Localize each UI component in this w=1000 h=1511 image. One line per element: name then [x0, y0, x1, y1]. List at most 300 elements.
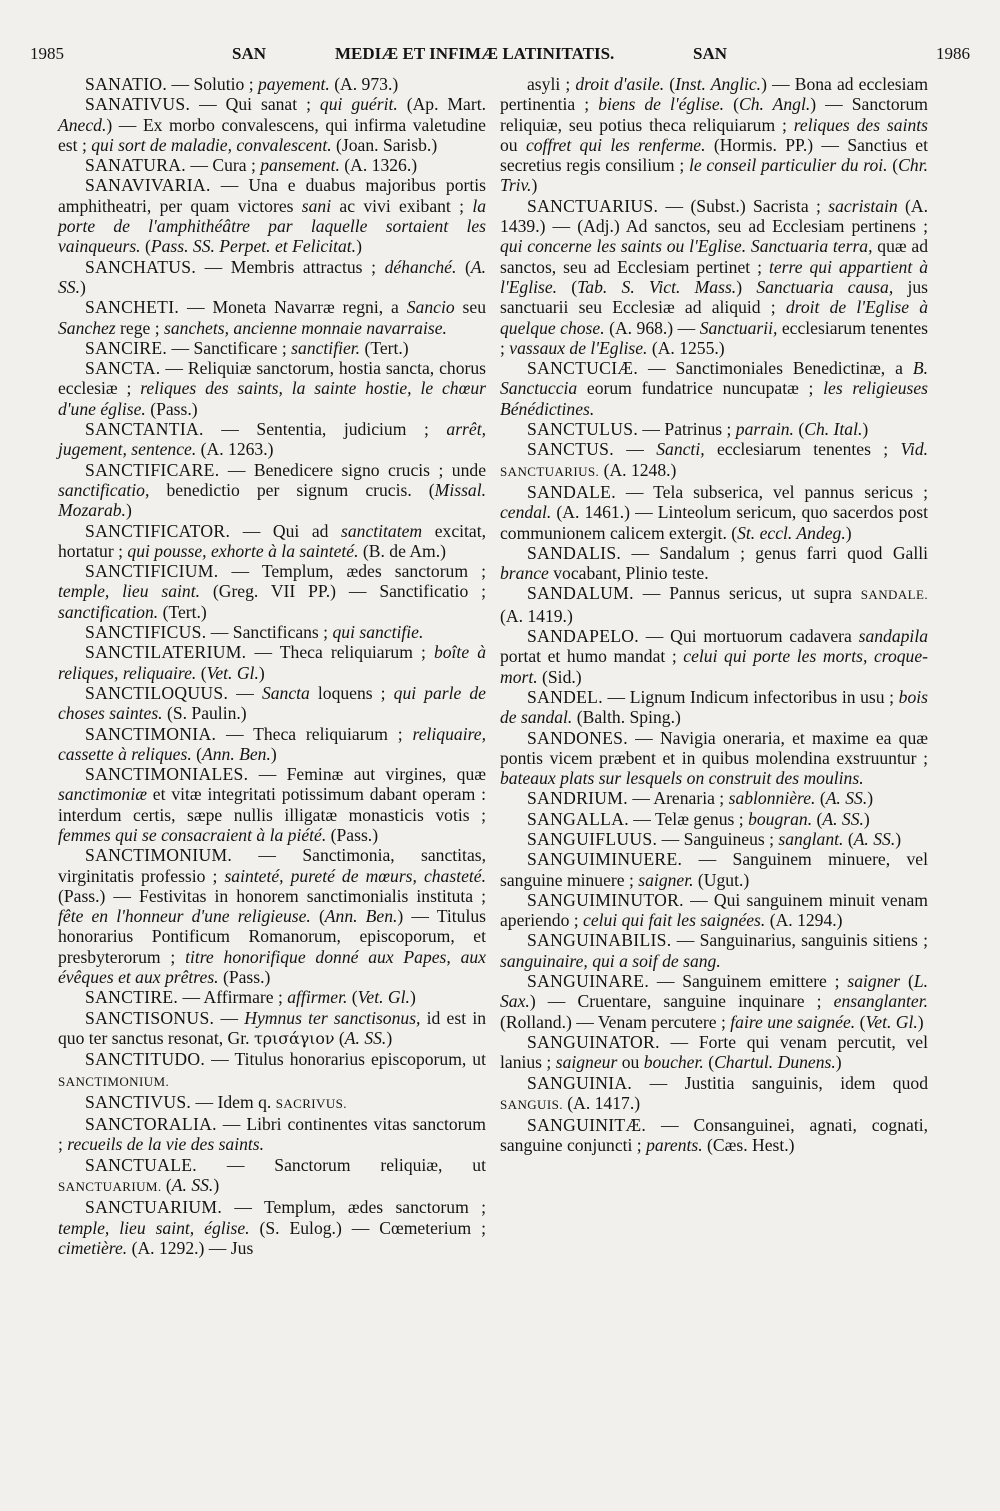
entry-text: ) — [895, 828, 902, 849]
entry-text: (Ap. Mart. — [397, 94, 487, 115]
entry-text: ) — [917, 1011, 924, 1032]
entry-text: ) — Ex morbo convalescens, qui infirma valetudine est ; — [58, 114, 486, 155]
entry-text: saigner — [847, 971, 901, 992]
entry-text: — Moneta Navarræ regni, a — [179, 297, 407, 318]
entry-text: ( — [140, 236, 151, 257]
headword: SANGUIMINUERE. — [527, 849, 683, 870]
headword: SANGUINARE. — [527, 971, 650, 992]
dictionary-entry — [500, 439, 928, 482]
entry-text: ) — [736, 276, 757, 297]
entry-text: — Telæ genus ; — [628, 808, 749, 829]
entry-text: celui qui fait les saignées. — [583, 910, 766, 931]
entry-text: (S. Paulin.) — [162, 703, 247, 724]
headword: SANCTITUDO. — [85, 1049, 206, 1070]
dictionary-entry — [500, 809, 928, 829]
entry-text: (A. 1439.) — (Adj.) Ad sanctos, seu ad Ecclesiam pertinens ; — [500, 195, 928, 237]
entry-text: qui pousse, exhorte à la sainteté. — [127, 540, 359, 561]
entry-text: Hymnus ter sanctisonus, — [244, 1007, 421, 1028]
entry-text: ) — Cruentare, sanguine inquinare ; — [529, 991, 834, 1012]
left-column — [58, 74, 486, 1258]
dictionary-entry — [500, 829, 928, 849]
dictionary-entry — [500, 419, 928, 439]
running-word-left: SAN — [232, 44, 267, 63]
entry-text: ) — [125, 500, 132, 521]
headword: SANGUINITÆ. — [527, 1115, 647, 1136]
dictionary-entry — [58, 987, 486, 1007]
entry-text: celui qui porte les morts, croque-mort. — [500, 646, 928, 687]
entry-text: A. SS. — [171, 1175, 214, 1196]
entry-text: ( — [703, 1052, 715, 1073]
entry-text: (A. 1294.) — [765, 910, 843, 931]
entry-text: — Templum, ædes sanctorum ; — [218, 561, 486, 582]
entry-text: (A. 1292.) — Jus — [127, 1237, 254, 1258]
entry-text: — Sententia, judicium ; — [203, 419, 447, 440]
headword: SANCTIFICUS. — [85, 622, 207, 643]
entry-text: SANCTUARIUS. — [500, 463, 600, 479]
entry-text: — — [214, 1007, 245, 1028]
entry-text: Sanctuarii, — [699, 317, 778, 338]
entry-text: — Templum, ædes sanctorum ; — [222, 1197, 486, 1218]
entry-text: (Tert.) — [158, 601, 207, 622]
dictionary-entry — [58, 561, 486, 622]
entry-text: Sancti, — [656, 439, 705, 460]
entry-text: loquens ; — [309, 682, 394, 703]
entry-text: qui parle de choses saintes. — [58, 682, 486, 724]
entry-text: ou — [500, 134, 526, 155]
entry-text: — Qui sanguinem minuit venam aperiendo ; — [500, 889, 928, 931]
dictionary-entry — [500, 196, 928, 358]
right-column — [500, 74, 928, 1156]
entry-text: sacristain — [828, 195, 898, 216]
entry-text: pansement. — [260, 155, 340, 176]
entry-text: bougran. — [748, 808, 813, 829]
entry-text: temple, lieu saint. — [58, 581, 201, 602]
entry-text: sandapila — [858, 626, 928, 647]
entry-text: ( — [724, 94, 739, 115]
entry-text: ) — [531, 175, 538, 196]
entry-text: vocabant, Plinio teste. — [548, 563, 709, 584]
dictionary-entry — [58, 683, 486, 724]
entry-text: (Pass.) — [145, 398, 198, 419]
dictionary-entry — [58, 642, 486, 683]
entry-text: ( — [161, 1175, 172, 1196]
entry-text: ( — [812, 808, 823, 829]
entry-text: — Sandalum ; genus farri quod Galli — [621, 542, 928, 563]
entry-text: temple, lieu saint, église. — [58, 1217, 250, 1238]
entry-text: sanglant. — [778, 828, 844, 849]
dictionary-entry — [58, 297, 486, 338]
entry-text: — Pannus sericus, ut supra — [633, 583, 861, 604]
entry-text: — Benedicere signo crucis ; unde — [219, 459, 486, 480]
entry-text: sanchets, ancienne monnaie navarraise. — [164, 317, 447, 338]
entry-text: bois de sandal. — [500, 686, 928, 728]
entry-text: ( — [887, 155, 899, 176]
dictionary-entry — [58, 521, 486, 562]
headword: SANCTUS. — [527, 439, 614, 460]
entry-text: — (Subst.) Sacrista ; — [658, 195, 829, 216]
entry-text: ( — [793, 419, 805, 440]
headword: SANCTULUS. — [527, 419, 639, 440]
entry-text: — Libri continentes vitas sanctorum ; — [58, 1114, 486, 1155]
entry-text: arrêt, jugement, sentence. — [58, 419, 486, 460]
headword: SANDALIS. — [527, 542, 622, 563]
entry-text: payement. — [257, 74, 330, 94]
headword: SANCTIFICARE. — [85, 459, 220, 480]
dictionary-entry — [58, 724, 486, 765]
dictionary-entry — [58, 74, 486, 94]
entry-text: cendal. — [500, 502, 552, 523]
entry-text: — Justitia sanguinis, idem quod — [632, 1072, 928, 1093]
entry-text: A. SS. — [344, 1027, 387, 1048]
entry-text: femmes qui se consacraient à la piété. — [58, 824, 327, 845]
headword: SANCTIMONIUM. — [85, 845, 233, 866]
entry-text: — Sanctificare ; — [167, 337, 292, 358]
entry-text: fête en l'honneur d'une religieuse. — [58, 906, 311, 927]
entry-text: Ann. Ben. — [324, 906, 398, 927]
entry-text: (A. 1263.) — [196, 439, 274, 460]
entry-text: le conseil particulier du roi. — [688, 155, 888, 176]
entry-text: — Sanguineus ; — [657, 828, 779, 849]
entry-text: (Pass.) — [326, 824, 379, 845]
entry-text: ac vivi exibant ; — [331, 195, 473, 216]
dictionary-entry — [500, 543, 928, 584]
entry-text: faire une saignée. — [730, 1011, 856, 1032]
headword: SANCTIFICATOR. — [85, 520, 231, 541]
entry-text: Vet. Gl. — [865, 1011, 918, 1032]
entry-text: — Sanguinem emittere ; — [649, 971, 848, 992]
headword: SANCTILOQUUS. — [85, 682, 229, 703]
entry-text: Sancio — [406, 297, 455, 318]
headword: SANGUIMINUTOR. — [527, 889, 684, 910]
headword: SANDONES. — [527, 727, 628, 748]
dictionary-entry — [58, 1008, 486, 1050]
entry-text: reliques des saints, la sainte hostie, le chœur d'une église. — [58, 378, 486, 419]
entry-text: parrain. — [735, 419, 794, 440]
entry-text: (Ugut.) — [693, 869, 750, 890]
entry-text: Ch. Ital. — [804, 419, 863, 440]
entry-text: (A. 1255.) — [647, 337, 725, 358]
entry-text: biens de l'église. — [598, 94, 725, 115]
dictionary-entry — [500, 930, 928, 971]
entry-text: sanctimoniæ — [58, 784, 147, 805]
headword: SANCTUARIUS. — [527, 195, 659, 216]
entry-text: ) — [862, 419, 869, 440]
entry-text: — Qui sanat ; — [190, 94, 320, 115]
entry-text: sani — [301, 195, 332, 216]
headword: SANCTANTIA. — [85, 419, 204, 440]
entry-text: boîte à reliques, reliquaire. — [58, 642, 487, 683]
dictionary-entry — [500, 849, 928, 890]
entry-text: ( — [191, 743, 202, 764]
entry-text: St. eccl. Andeg. — [737, 522, 846, 543]
entry-text: A. SS. — [822, 808, 864, 829]
entry-text: ) — [845, 522, 852, 543]
entry-text: quæ ad sanctos, seu ad Ecclesiam pertinet ; — [500, 236, 929, 277]
entry-text: (A. 1326.) — [339, 155, 418, 176]
entry-text: déhanché. — [384, 256, 457, 277]
entry-text: — Sanctorum reliquiæ, ut — [196, 1154, 486, 1175]
entry-text: — — [613, 439, 657, 460]
dictionary-entry — [500, 971, 928, 1032]
dictionary-entry — [500, 788, 928, 808]
entry-text: Vid. — [900, 439, 929, 460]
entry-text: qui sort de maladie, convalescent. — [91, 134, 332, 155]
dictionary-entry — [500, 583, 928, 626]
entry-text: Vet. Gl. — [357, 987, 410, 1008]
entry-text: (Cæs. Hest.) — [702, 1135, 795, 1156]
entry-text: Tab. S. Vict. Mass. — [577, 276, 737, 297]
headword: SANATIVUS. — [85, 94, 191, 115]
entry-text: (S. Eulog.) — Cœmeterium ; — [249, 1217, 486, 1238]
entry-text: — Qui ad — [230, 520, 342, 541]
entry-text: (Hormis. PP.) — Sanctius et secretius regis consilium ; — [500, 134, 928, 176]
entry-text: (Tert.) — [360, 337, 409, 358]
entry-text: ( — [815, 788, 826, 809]
entry-text: saigneur — [555, 1052, 618, 1073]
entry-text: Vet. Gl. — [206, 662, 259, 683]
dictionary-entry — [500, 1073, 928, 1116]
entry-text: — Idem q. — [191, 1091, 276, 1112]
entry-text: les religieuses Bénédictines. — [500, 378, 928, 419]
entry-text: B. Sanctuccia — [500, 358, 928, 399]
headword: SANCHATUS. — [85, 256, 197, 277]
dictionary-entry — [58, 1197, 486, 1258]
entry-text: A. SS. — [825, 788, 868, 809]
entry-text: Inst. Anglic. — [675, 74, 762, 94]
entry-text: — Sanguinarius, sanguinis sitiens ; — [671, 930, 928, 951]
entry-text: — Sanguinem minuere, vel sanguine minuere ; — [500, 849, 928, 890]
dictionary-entry — [58, 94, 486, 155]
dictionary-entry — [500, 728, 928, 789]
entry-text: A. SS. — [853, 828, 896, 849]
entry-text: Anecd. — [58, 114, 107, 135]
entry-text: — Theca reliquiarum ; — [216, 723, 413, 744]
entry-text: sanguinaire, qui a soif de sang. — [500, 950, 721, 971]
entry-text: — Sanctificans ; — [206, 622, 333, 643]
entry-text: Missal. Mozarab. — [58, 479, 486, 521]
entry-text: — Feminæ aut virgines, quæ — [248, 764, 486, 785]
running-title: MEDIÆ ET INFIMÆ LATINITATIS. — [335, 44, 615, 63]
entry-text: recueils de la vie des saints. — [67, 1134, 265, 1155]
entry-text: Ann. Ben. — [201, 743, 271, 764]
dictionary-entry — [500, 687, 928, 728]
entry-text: (Pass.) — Festivitas in honorem sanctimonialis instituta ; — [58, 885, 486, 906]
entry-text: qui sanctifie. — [332, 622, 424, 643]
entry-text: Sanctuaria causa, — [756, 276, 894, 297]
entry-text: titre honorifique donné aux Papes, aux évêques et aux prêtres. — [58, 946, 486, 988]
entry-text: ( — [310, 906, 325, 927]
dictionary-entry — [58, 155, 486, 175]
entry-text: brance — [500, 563, 549, 584]
dictionary-entry — [58, 460, 486, 521]
entry-text: qui guérit. — [319, 94, 398, 115]
entry-text: (Pass.) — [218, 967, 271, 988]
headword: SANCTUARIUM. — [85, 1197, 223, 1218]
headword: SANATURA. — [85, 155, 186, 176]
entry-text: sanctificatio, — [58, 479, 150, 500]
entry-text: droit d'asile. — [575, 74, 665, 94]
dictionary-entry — [500, 358, 928, 419]
headword: SANCIRE. — [85, 337, 168, 358]
dictionary-entry — [58, 175, 486, 256]
entry-text: ecclesiarum tenentes ; — [704, 439, 901, 460]
entry-text: ( — [557, 276, 578, 297]
entry-text: ( — [334, 1027, 345, 1048]
running-word-right: SAN — [693, 44, 728, 63]
entry-text: vassaux de l'Eglise. — [509, 337, 648, 358]
dictionary-entry — [58, 419, 486, 460]
headword: SANCTUALE. — [85, 1154, 197, 1175]
entry-text: reliquaire, cassette à reliques. — [58, 723, 486, 764]
entry-text: ) — Bona ad ecclesiam pertinentia ; — [500, 74, 929, 115]
entry-text: — Patrinus ; — [638, 419, 736, 440]
dictionary-entry — [500, 1115, 928, 1156]
entry-text: (Greg. VII PP.) — Sanctificatio ; — [200, 581, 486, 602]
entry-text: ) — [213, 1175, 220, 1196]
entry-text: — Sanctimonia, sanctitas, virginitatis professio ; — [58, 845, 486, 886]
entry-text: rege ; — [115, 317, 165, 338]
dictionary-entry — [500, 74, 928, 196]
entry-text: (A. 1461.) — Linteolum sericum, quo sacerdos post communionem calicem extergit. ( — [500, 502, 928, 543]
entry-text: — Navigia oneraria, et maxime ea quæ pontis vicem præbent et in quibus molendina exstruuntur ; — [500, 727, 928, 768]
entry-text: (Balth. Sping.) — [572, 707, 681, 728]
entry-text: sablonnière. — [728, 788, 816, 809]
entry-text: Pass. SS. Perpet. et Felicitat. — [150, 236, 357, 257]
headword: SANCTUCIÆ. — [527, 358, 639, 379]
headword: SANGUIFLUUS. — [527, 828, 658, 849]
entry-text: et vitæ integritati potissimum dabant operam : interdum certis, sæpe nullis illigatæ monasticis votis ; — [58, 784, 486, 825]
entry-text: sanctifier. — [291, 337, 361, 358]
dictionary-entry — [58, 845, 486, 987]
entry-text: ) — [835, 1052, 842, 1073]
entry-text: SACRIVUS. — [275, 1095, 347, 1111]
entry-text: SANDALE. — [860, 587, 928, 603]
entry-text: qui concerne les saints ou l'Eglise. — [500, 236, 747, 257]
headword: SANCTIVUS. — [85, 1091, 192, 1112]
entry-text: boucher. — [643, 1052, 704, 1073]
headword: SANCTIMONIALES. — [85, 764, 249, 785]
entry-text: cimetière. — [58, 1237, 128, 1258]
entry-text: saigner. — [638, 869, 694, 890]
entry-text: ) — [356, 236, 362, 257]
entry-text: (A. 1419.) — [500, 605, 573, 626]
headword: SANCTORALIA. — [85, 1114, 217, 1135]
entry-text: ) — [258, 662, 265, 683]
entry-text: — Tela subserica, vel pannus sericus ; — [615, 481, 928, 502]
entry-text: parents. — [646, 1135, 703, 1156]
entry-text: — Theca reliquiarum ; — [246, 642, 434, 663]
dictionary-entry — [58, 257, 486, 298]
entry-text: coffret qui les renferme. — [525, 134, 706, 155]
entry-text: — Sanctimoniales Benedictinæ, a — [638, 358, 913, 379]
entry-text: sanctification. — [58, 601, 159, 622]
entry-text: — Membris attractus ; — [196, 256, 385, 277]
entry-text: Sanchez — [58, 317, 116, 338]
headword: SANCTILATERIUM. — [85, 642, 247, 663]
entry-text: sainteté, pureté de mœurs, chasteté. — [224, 865, 486, 886]
entry-text: droit de l'Eglise à quelque chose. — [500, 297, 928, 338]
entry-text: ( — [843, 828, 854, 849]
entry-text: ( — [855, 1011, 866, 1032]
entry-text: asyli ; — [527, 74, 576, 94]
entry-text: jus sanctuarii seu Ecclesiæ ad aliquid ; — [500, 276, 928, 318]
entry-text: ) — [80, 276, 86, 297]
entry-text: ) — Titulus honorarius Pontificum Romanorum, episcoporum, et presbyterorum ; — [58, 906, 486, 967]
dictionary-entry — [58, 1114, 486, 1155]
headword: SANGUINIA. — [527, 1072, 633, 1093]
entry-text: SANCTUARIUM. — [58, 1179, 162, 1195]
entry-text: seu — [454, 297, 486, 318]
entry-text: Sancta — [261, 682, 310, 703]
entry-text: — Arenaria ; — [627, 788, 729, 809]
headword: SANDALUM. — [527, 583, 634, 604]
headword: SANAVIVARIA. — [85, 175, 211, 196]
entry-text: ( — [456, 256, 471, 277]
headword: SANCHETI. — [85, 297, 180, 318]
entry-text: (B. de Am.) — [358, 540, 446, 561]
page-header — [30, 44, 970, 68]
entry-text: ecclesiarum tenentes ; — [500, 317, 928, 358]
dictionary-entry — [500, 626, 928, 687]
entry-text: excitat, hortatur ; — [58, 520, 486, 561]
headword: SANGALLA. — [527, 808, 629, 829]
entry-text: — Cura ; — [185, 155, 261, 176]
headword: SANCTISONUS. — [85, 1007, 215, 1028]
entry-text: bateaux plats sur lesquels on construit des moulins. — [500, 768, 864, 789]
entry-text: ( — [196, 662, 207, 683]
entry-text: id est in quo ter sanctus resonat, Gr. — [58, 1007, 487, 1048]
entry-text: (A. 973.) — [329, 74, 399, 94]
entry-text: portat et humo mandat ; — [500, 646, 684, 667]
entry-text: Chartul. Dunens. — [714, 1052, 836, 1073]
entry-text: — Qui mortuorum cadavera — [639, 626, 859, 647]
headword: SANCTIMONIA. — [85, 723, 217, 744]
headword: SANCTIFICIUM. — [85, 561, 219, 582]
headword: SANCTA. — [85, 358, 161, 379]
entry-text: Chr. Triv. — [500, 155, 928, 196]
dictionary-entry — [58, 358, 486, 419]
entry-text: (Rolland.) — Venam percutere ; — [500, 1011, 731, 1032]
dictionary-entry — [58, 764, 486, 845]
entry-text: — Reliquiæ sanctorum, hostia sancta, chorus ecclesiæ ; — [58, 358, 486, 399]
entry-text: (A. 1417.) — [562, 1092, 641, 1113]
dictionary-entry — [500, 890, 928, 931]
entry-text: (Sid.) — [537, 666, 582, 687]
entry-text: (A. 1248.) — [599, 459, 677, 480]
entry-text: ) — [270, 743, 277, 764]
headword: SANDALE. — [527, 481, 616, 502]
headword: SANGUINABILIS. — [527, 930, 672, 951]
entry-text: L. Sax. — [500, 971, 928, 1012]
headword: SANDEL. — [527, 686, 603, 707]
entry-text: (Joan. Sarisb.) — [331, 134, 438, 155]
entry-text: ) — [867, 788, 874, 809]
entry-text: la porte de l'amphithéâtre par laquelle sortaient les vainqueurs. — [58, 195, 486, 257]
dictionary-entry — [58, 1155, 486, 1198]
entry-text: τρισάγιον — [253, 1028, 335, 1048]
entry-text: ( — [347, 987, 358, 1008]
headword: SANDRIUM. — [527, 788, 628, 809]
entry-text: SANGUIS. — [500, 1096, 563, 1112]
entry-text: ) — [409, 987, 416, 1008]
headword: SANCTIRE. — [85, 987, 179, 1008]
entry-text: affirmer. — [287, 987, 348, 1008]
headword: SANATIO. — [85, 74, 168, 94]
entry-text: ( — [900, 971, 914, 992]
headword: SANGUINATOR. — [527, 1031, 660, 1052]
entry-text: — Solutio ; — [167, 74, 258, 94]
entry-text: ) — [863, 808, 870, 829]
